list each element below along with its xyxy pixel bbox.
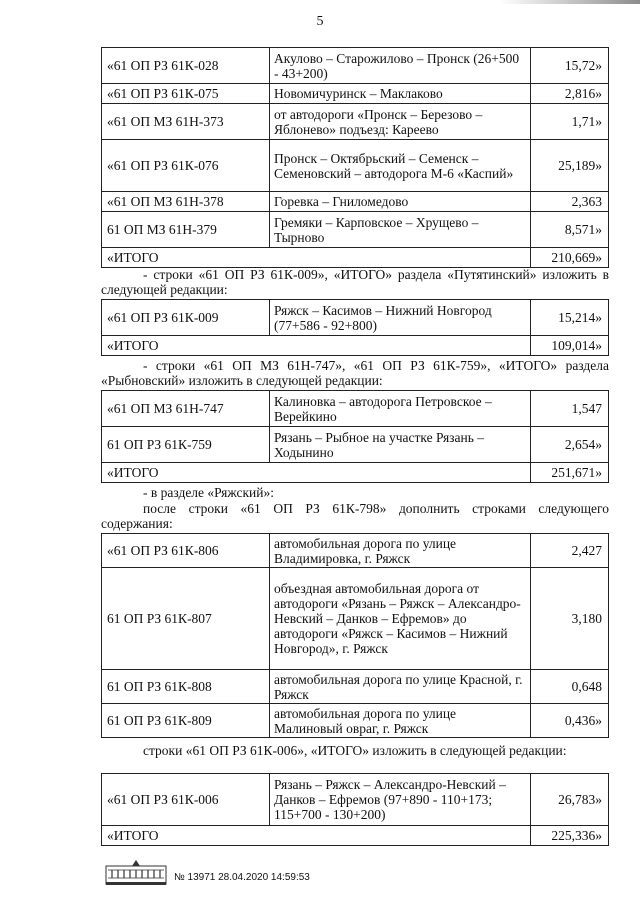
roads-table-5 <box>101 773 609 846</box>
road-name: автомобильная дорога по улице Малиновый овраг, г. Ряжск <box>270 704 531 738</box>
road-code: «61 ОП РЗ 61К-076 <box>102 140 270 192</box>
document-footer <box>104 858 364 892</box>
total-label: «ИТОГО <box>102 826 531 846</box>
road-name: Пронск – Октябрьский – Семенск – Семеновский – автодорога М-6 «Каспий» <box>270 140 531 192</box>
road-code: «61 ОП МЗ 61Н-378 <box>102 192 270 212</box>
paragraph-putyatinsky: - строки «61 ОП РЗ 61К-009», «ИТОГО» раздела «Путятинский» изложить в следующей редакции: <box>101 267 609 297</box>
road-code: «61 ОП РЗ 61К-028 <box>102 48 270 84</box>
road-length: 0,436» <box>531 704 609 738</box>
table-row <box>102 212 609 248</box>
table-row <box>102 427 609 463</box>
road-code: 61 ОП РЗ 61К-809 <box>102 704 270 738</box>
road-length: 26,783» <box>531 774 609 826</box>
road-code: «61 ОП МЗ 61Н-373 <box>102 104 270 140</box>
paragraph-rybnovsky: - строки «61 ОП МЗ 61Н-747», «61 ОП РЗ 61К-759», «ИТОГО» раздела «Рыбновский» изложить в следующей редакции: <box>101 358 609 388</box>
road-name: Ряжск – Касимов – Нижний Новгород (77+586 - 92+800) <box>270 300 531 336</box>
road-name: Гремяки – Карповское – Хрущево – Тырново <box>270 212 531 248</box>
table-row <box>102 568 609 670</box>
building-emblem-icon <box>104 858 168 888</box>
total-row <box>102 826 609 846</box>
road-code: 61 ОП РЗ 61К-808 <box>102 670 270 704</box>
table-row <box>102 48 609 84</box>
road-length: 8,571» <box>531 212 609 248</box>
road-length: 15,214» <box>531 300 609 336</box>
total-value: 109,014» <box>531 336 609 356</box>
table-row <box>102 84 609 104</box>
road-code: «61 ОП РЗ 61К-806 <box>102 534 270 568</box>
scan-edge-mark <box>500 0 640 4</box>
road-name: автомобильная дорога по улице Красной, г. Ряжск <box>270 670 531 704</box>
road-name: Калиновка – автодорога Петровское – Верейкино <box>270 391 531 427</box>
table-row <box>102 104 609 140</box>
road-code: «61 ОП РЗ 61К-009 <box>102 300 270 336</box>
road-name: автомобильная дорога по улице Владимировка, г. Ряжск <box>270 534 531 568</box>
total-label: «ИТОГО <box>102 336 531 356</box>
road-code: 61 ОП МЗ 61Н-379 <box>102 212 270 248</box>
road-name: Рязань – Ряжск – Александро-Невский – Данков – Ефремов (97+890 - 110+173; 115+700 - 130+200) <box>270 774 531 826</box>
road-name: Акулово – Старожилово – Пронск (26+500 - 43+200) <box>270 48 531 84</box>
table-row <box>102 192 609 212</box>
table-row <box>102 140 609 192</box>
road-length: 2,816» <box>531 84 609 104</box>
road-code: 61 ОП РЗ 61К-759 <box>102 427 270 463</box>
road-length: 15,72» <box>531 48 609 84</box>
roads-table-1 <box>101 47 609 268</box>
total-label: «ИТОГО <box>102 463 531 483</box>
paragraph-edit-006: строки «61 ОП РЗ 61К-006», «ИТОГО» изложить в следующей редакции: <box>143 743 567 758</box>
total-value: 225,336» <box>531 826 609 846</box>
road-length: 2,363 <box>531 192 609 212</box>
road-length: 1,547 <box>531 391 609 427</box>
table-row <box>102 670 609 704</box>
registration-stamp: № 13971 28.04.2020 14:59:53 <box>174 872 310 883</box>
page-number: 5 <box>316 14 324 29</box>
roads-table-4 <box>101 533 609 738</box>
table-row <box>102 704 609 738</box>
road-code: «61 ОП МЗ 61Н-747 <box>102 391 270 427</box>
table-row <box>102 300 609 336</box>
table-row <box>102 534 609 568</box>
roads-table-2 <box>101 299 609 356</box>
road-length: 3,180 <box>531 568 609 670</box>
road-length: 25,189» <box>531 140 609 192</box>
total-row <box>102 248 609 268</box>
road-length: 0,648 <box>531 670 609 704</box>
road-code: «61 ОП РЗ 61К-006 <box>102 774 270 826</box>
total-row <box>102 463 609 483</box>
road-name: от автодороги «Пронск – Березово – Яблонево» подъезд: Кареево <box>270 104 531 140</box>
road-length: 2,427 <box>531 534 609 568</box>
paragraph-add-rows: после строки «61 ОП РЗ 61К-798» дополнить строками следующего содержания: <box>101 501 609 531</box>
roads-table-3 <box>101 390 609 483</box>
road-code: 61 ОП РЗ 61К-807 <box>102 568 270 670</box>
road-length: 1,71» <box>531 104 609 140</box>
road-name: Новомичуринск – Маклаково <box>270 84 531 104</box>
road-code: «61 ОП РЗ 61К-075 <box>102 84 270 104</box>
table-row <box>102 391 609 427</box>
total-value: 251,671» <box>531 463 609 483</box>
paragraph-ryazhsky: - в разделе «Ряжский»: <box>143 485 274 500</box>
road-name: объездная автомобильная дорога от автодороги «Рязань – Ряжск – Александро-Невский – Данков – Ефремов» до автодороги «Ряжск – Касимов – Нижний Новгород», г. Ряжск <box>270 568 531 670</box>
table-row <box>102 774 609 826</box>
total-row <box>102 336 609 356</box>
road-name: Рязань – Рыбное на участке Рязань – Ходынино <box>270 427 531 463</box>
road-length: 2,654» <box>531 427 609 463</box>
road-name: Горевка – Гниломедово <box>270 192 531 212</box>
total-value: 210,669» <box>531 248 609 268</box>
total-label: «ИТОГО <box>102 248 531 268</box>
